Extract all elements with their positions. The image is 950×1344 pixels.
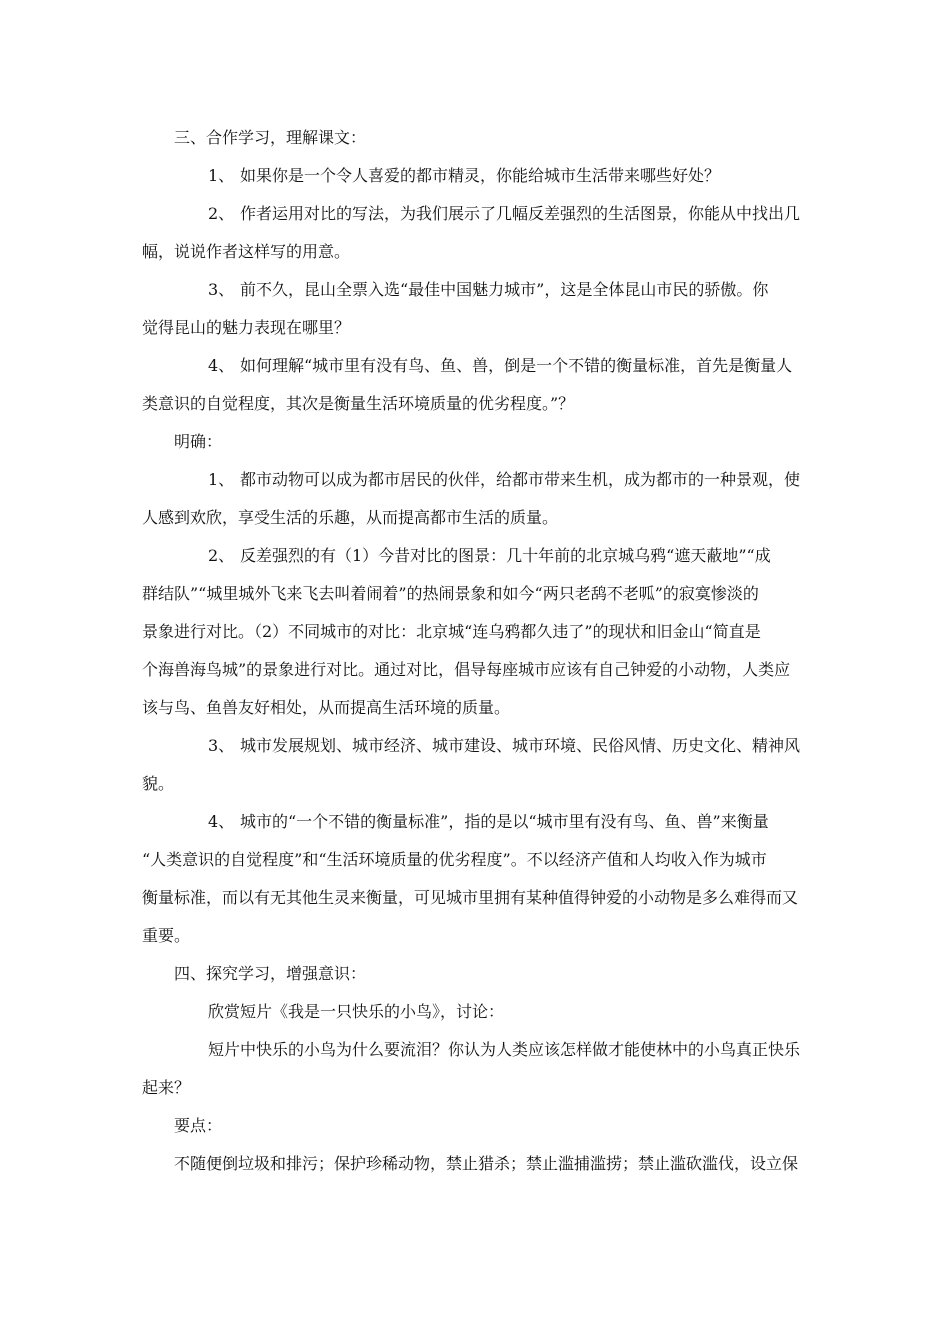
answer-2 bbox=[208, 546, 771, 566]
answer-2-line3: 景象进行对比。（2）不同城市的对比：北京城“连乌鸦都久违了”的现状和旧金山“简直是 bbox=[142, 622, 761, 641]
question-2 bbox=[208, 204, 800, 224]
answer-4-num: 4、 bbox=[208, 812, 235, 831]
question-3-line1: 前不久，昆山全票入选“最佳中国魅力城市”，这是全体昆山市民的骄傲。你 bbox=[240, 280, 769, 299]
answer-2-line2: 群结队”“城里城外飞来飞去叫着闹着”的热闹景象和如今“两只老鸹不老呱”的寂寞惨淡的 bbox=[142, 584, 759, 603]
question-3 bbox=[208, 280, 768, 300]
answer-2-line5: 该与鸟、鱼兽友好相处，从而提高生活环境的质量。 bbox=[142, 698, 511, 717]
answer-3-num: 3、 bbox=[208, 736, 235, 755]
key-points-line1: 不随便倒垃圾和排污；保护珍稀动物，禁止猎杀；禁止滥捕滥捞；禁止滥砍滥伐，设立保 bbox=[174, 1154, 799, 1173]
question-4 bbox=[208, 356, 792, 376]
section4-paragraph-2-line1: 短片中快乐的小鸟为什么要流泪？你认为人类应该怎样做才能使林中的小鸟真正快乐 bbox=[208, 1040, 801, 1059]
answer-2-line4: 个海兽海鸟城”的景象进行对比。通过对比，倡导每座城市应该有自己钟爱的小动物，人类应 bbox=[142, 660, 791, 679]
question-1-num: 1、 bbox=[208, 166, 235, 185]
question-3-num: 3、 bbox=[208, 280, 235, 299]
answer-1-line1: 都市动物可以成为都市居民的伙伴，给都市带来生机，成为都市的一种景观，使 bbox=[240, 470, 801, 489]
answer-1-num: 1、 bbox=[208, 470, 235, 489]
section3-heading: 三、合作学习，理解课文： bbox=[174, 128, 367, 147]
question-1 bbox=[208, 166, 720, 186]
answers-heading: 明确： bbox=[174, 432, 223, 451]
answer-4-line1: 城市的“一个不错的衡量标准”，指的是以“城市里有没有鸟、鱼、兽”来衡量 bbox=[240, 812, 769, 831]
section4-paragraph-1: 欣赏短片《我是一只快乐的小鸟》，讨论： bbox=[208, 1002, 505, 1021]
question-4-line2: 类意识的自觉程度，其次是衡量生活环境质量的优劣程度。”？ bbox=[142, 394, 575, 413]
question-4-line1: 如何理解“城市里有没有鸟、鱼、兽，倒是一个不错的衡量标准，首先是衡量人 bbox=[240, 356, 793, 375]
answer-3-line1: 城市发展规划、城市经济、城市建设、城市环境、民俗风情、历史文化、精神风 bbox=[240, 736, 801, 755]
question-1-text: 如果你是一个令人喜爱的都市精灵，你能给城市生活带来哪些好处？ bbox=[240, 166, 721, 185]
answer-1-line2: 人感到欢欣，享受生活的乐趣，从而提高都市生活的质量。 bbox=[142, 508, 559, 527]
answer-4 bbox=[208, 812, 769, 832]
question-2-line1: 作者运用对比的写法，为我们展示了几幅反差强烈的生活图景，你能从中找出几 bbox=[240, 204, 801, 223]
answer-4-line4: 重要。 bbox=[142, 926, 191, 945]
question-2-line2: 幅，说说作者这样写的用意。 bbox=[142, 242, 351, 261]
key-points-heading: 要点： bbox=[174, 1116, 223, 1135]
answer-4-line2: “人类意识的自觉程度”和“生活环境质量的优劣程度”。不以经济产值和人均收入作为城市 bbox=[142, 850, 767, 869]
answer-3-line2: 貌。 bbox=[142, 774, 175, 793]
answer-1 bbox=[208, 470, 800, 490]
question-2-num: 2、 bbox=[208, 204, 235, 223]
section4-heading: 四、探究学习，增强意识： bbox=[174, 964, 367, 983]
answer-4-line3: 衡量标准，而以有无其他生灵来衡量，可见城市里拥有某种值得钟爱的小动物是多么难得而又 bbox=[142, 888, 799, 907]
question-4-num: 4、 bbox=[208, 356, 235, 375]
question-3-line2: 觉得昆山的魅力表现在哪里？ bbox=[142, 318, 351, 337]
answer-2-num: 2、 bbox=[208, 546, 235, 565]
answer-3 bbox=[208, 736, 800, 756]
answer-2-line1: 反差强烈的有（1）今昔对比的图景：几十年前的北京城乌鸦“遮天蔽地”“成 bbox=[240, 546, 771, 565]
section4-paragraph-2-line2: 起来？ bbox=[142, 1078, 191, 1097]
